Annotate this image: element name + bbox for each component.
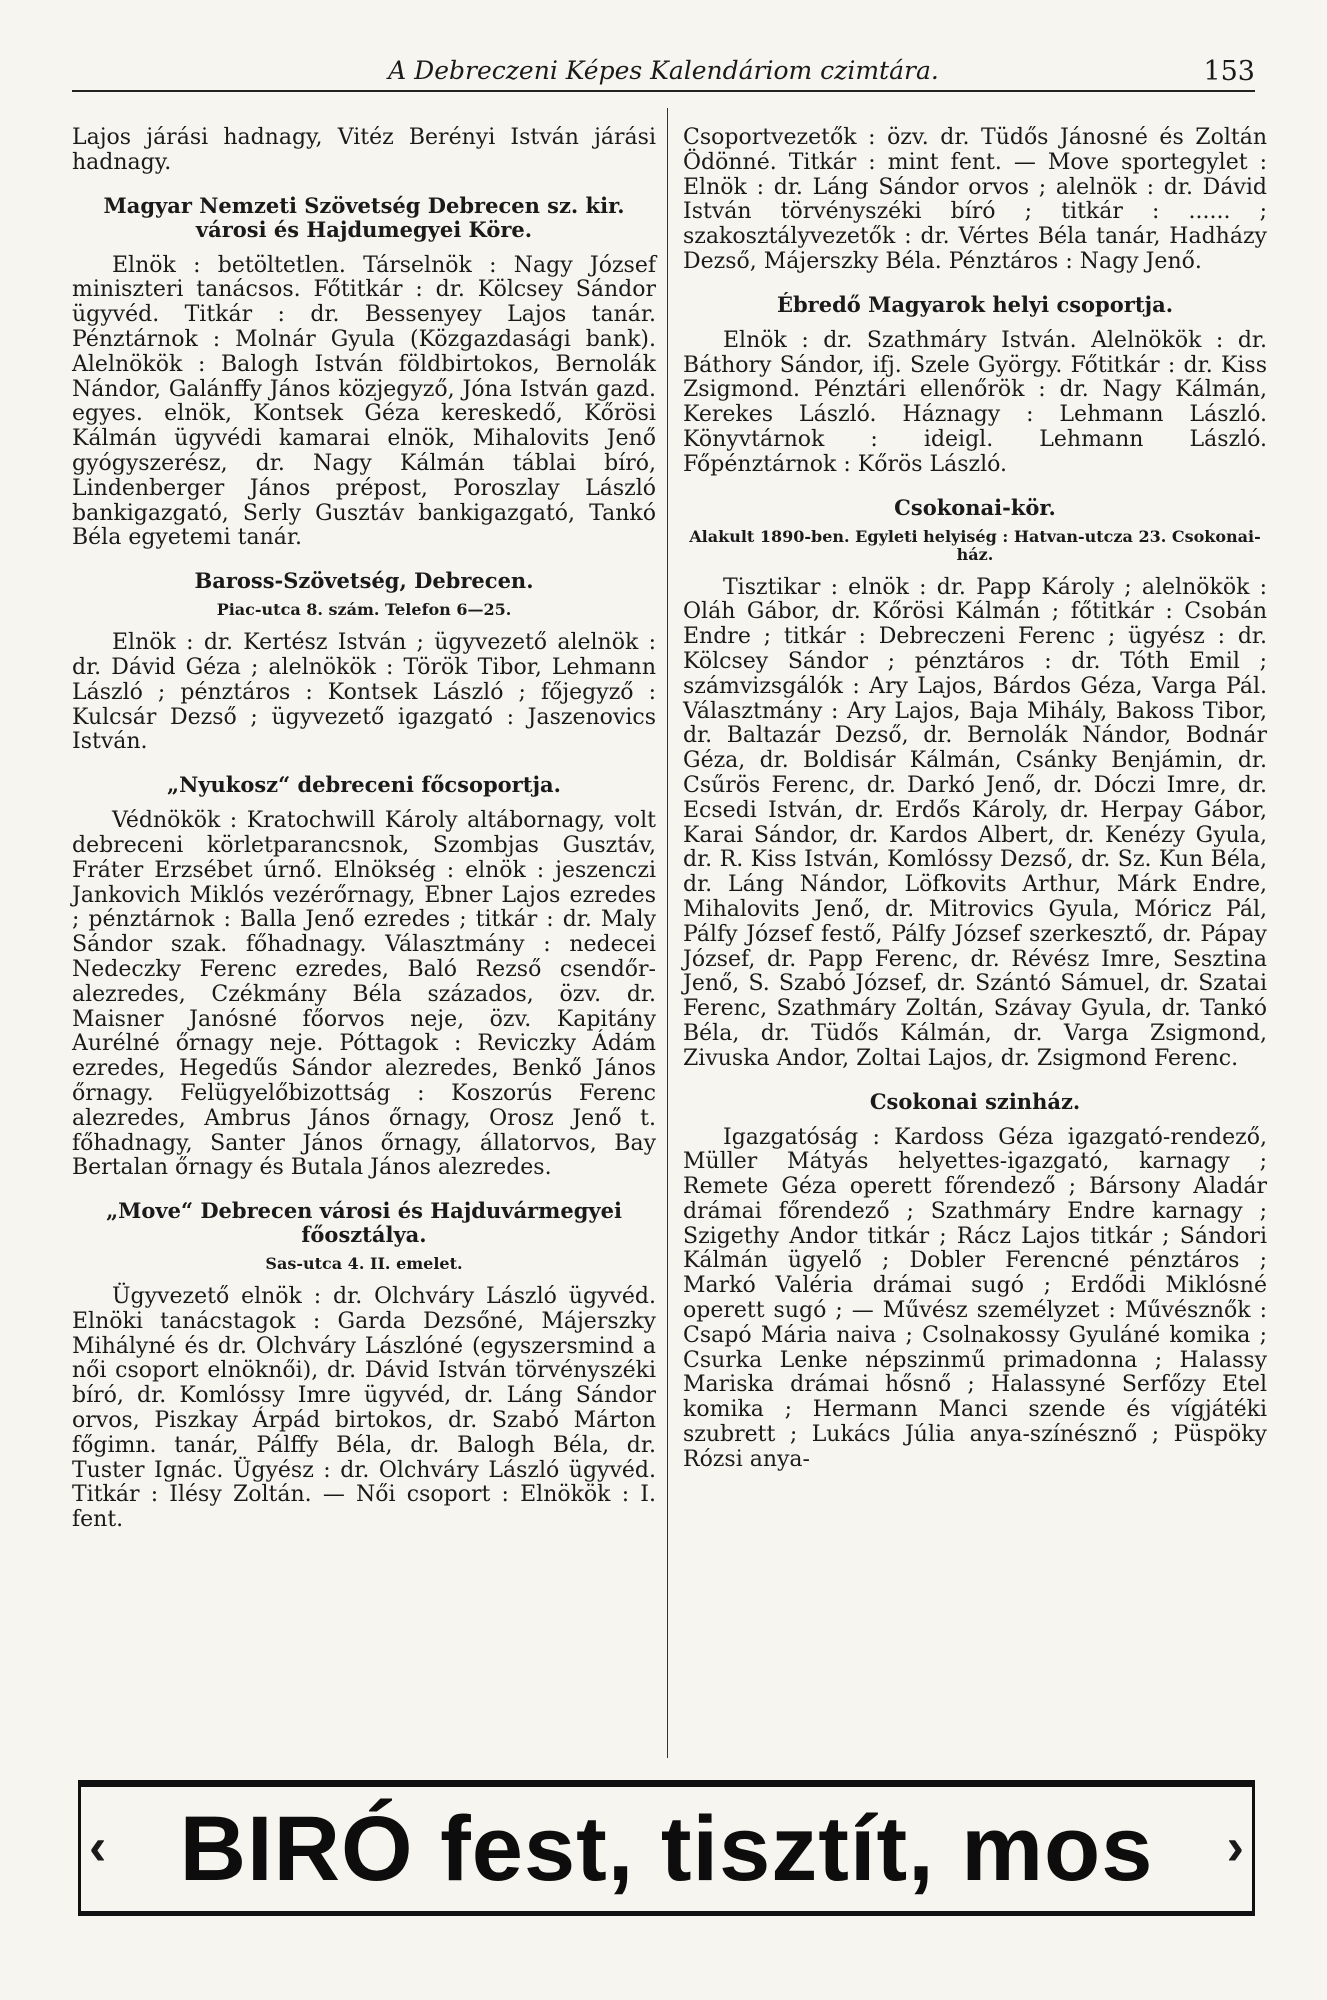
section-heading: Csokonai szinház. bbox=[869, 1088, 1081, 1114]
section-heading: Baross-Szövetség, Debrecen. bbox=[194, 568, 534, 594]
advertisement-text: BIRÓ fest, tisztít, mos bbox=[179, 1797, 1154, 1900]
section-address: Piac-utca 8. szám. Telefon 6—25. bbox=[216, 600, 512, 620]
paragraph: Elnök : dr. Kertész István ; ügyvezető alelnök : dr. Dávid Géza ; alelnökök : Török Tibor, Lehmann László ; pénztáros : Kontsek László ; főjegyző : Kulcsár Dezső ; ügyvezető igazgató : Jaszenovics István. bbox=[72, 630, 656, 755]
advertisement-banner bbox=[78, 1780, 1255, 1916]
paragraph: Védnökök : Kratochwill Károly altábornagy, volt debreceni körletparancsnok, Szombjas Gusztáv, Fráter Erzsébet úrnő. Elnökség : elnök : jeszenczi Jankovich Miklós vezérőrnagy, Ebner Lajos ezredes ; pénztárnok : Balla Jenő ezredes ; titkár : dr. Maly Sándor szak. főhadnagy. Választmány : nedecei Nedeczky Ferenc ezredes, Baló Rezső csendőr-alezredes, Czékmány Béla százados, özv. dr. Maisner Janósné főorvos neje, özv. Kapitány Aurélné őrnagy neje. Póttagok : Reviczky Ádám ezredes, Hegedűs Sándor alezredes, Benkő János őrnagy. Felügyelőbizottság : Koszorús Ferenc alezredes, Ambrus János őrnagy, Orosz Jenő t. főhadnagy, Santer János őrnagy, állatorvos, Bay Bertalan őrnagy és Butala János alezredes. bbox=[72, 808, 656, 1181]
paragraph: Igazgatóság : Kardoss Géza igazgató-rendező, Müller Mátyás helyettes-igazgató, karnagy ; Remete Géza operett főrendező ; Bársony Aladár drámai főrendező ; Szathmáry Endre karnagy ; Szigethy Andor titkár ; Rácz Lajos titkár ; Sándori Kálmán ügyelő ; Dobler Ferencné pénztáros ; Markó Valéria drámai sugó ; Erdődi Miklósné operett sugó ; — Művész személyzet : Művésznők : Csapó Mária naiva ; Csolnakossy Gyuláné komika ; Csurka Lenke népszinmű primadonna ; Halassy Mariska drámai hősnő ; Halassyné Serfőzy Etel komika ; Hermann Manci szende és vígjátéki szubrett ; Lukács Júlia anya-színésznő ; Püspöky Rózsi anya- bbox=[683, 1124, 1267, 1472]
page-number: 153 bbox=[1203, 56, 1255, 87]
paragraph: Lajos járási hadnagy, Vitéz Berényi István járási hadnagy. bbox=[72, 125, 656, 175]
column-divider bbox=[667, 108, 668, 1758]
section-heading: „Move“ Debrecen városi és Hajduvármegyei főosztálya. bbox=[106, 1198, 622, 1248]
section-heading: Csokonai-kör. bbox=[894, 494, 1056, 520]
right-column bbox=[683, 126, 1267, 1473]
running-head bbox=[72, 50, 1255, 92]
paragraph: Elnök : dr. Szathmáry István. Alelnökök : dr. Báthory Sándor, ifj. Szele György. Főtitkár : dr. Kiss Zsigmond. Pénztári ellenőrök : dr. Nagy Kálmán, Kerekes László. Háznagy : Lehmann László. Könyvtárnok : ideigl. Lehmann László. Főpénztárnok : Kőrös László. bbox=[683, 327, 1267, 477]
left-pointer-icon: ‹ bbox=[89, 1818, 107, 1876]
section-address: Sas-utca 4. II. emelet. bbox=[265, 1254, 463, 1274]
paragraph: Ügyvezető elnök : dr. Olchváry László ügyvéd. Elnöki tanácstagok : Garda Dezsőné, Májerszky Mihályné és dr. Olchváry Lászlóné (egyszersmind a női csoport elnöknői), dr. Dávid István törvényszéki bíró, dr. Komlóssy Imre ügyvéd, dr. Láng Sándor orvos, Piszkay Árpád birtokos, dr. Szabó Márton főgimn. tanár, Pálffy Béla, dr. Balogh Béla, dr. Tuster Ignác. Ügyész : dr. Olchváry László ügyvéd. Titkár : Ilésy Zoltán. — Női csoport : Elnökök : I. fent. bbox=[72, 1284, 656, 1533]
section-heading: Ébredő Magyarok helyi csoportja. bbox=[776, 291, 1174, 317]
running-title: A Debreczeni Képes Kalendáriom czimtára. bbox=[388, 56, 939, 85]
right-pointer-icon: › bbox=[1226, 1818, 1244, 1876]
paragraph: Csoportvezetők : özv. dr. Tüdős Jánosné és Zoltán Ödönné. Titkár : mint fent. — Move sportegylet : Elnök : dr. Láng Sándor orvos ; alelnök : dr. Dávid István törvényszéki bíró ; titkár : ...... ; szakosztályvezetők : dr. Vértes Béla tanár, Hadházy Dezső, Májerszky Béla. Pénztáros : Nagy Jenő. bbox=[683, 125, 1267, 274]
paragraph: Tisztikar : elnök : dr. Papp Károly ; alelnökök : Oláh Gábor, dr. Kőrösi Kálmán ; főtitkár : Csobán Endre ; titkár : Debreczeni Ferenc ; ügyész : dr. Kölcsey Sándor ; pénztáros : dr. Tóth Emil ; számvizsgálók : Ary Lajos, Bárdos Géza, Varga Pál. Választmány : Ary Lajos, Baja Mihály, Bakoss Tibor, dr. Baltazár Dezső, dr. Bernolák Nándor, Bodnár Géza, dr. Boldisár Kálmán, Csánky Benjámin, dr. Csűrös Ferenc, dr. Darkó Jenő, dr. Dóczi Imre, dr. Ecsedi István, dr. Erdős Károly, dr. Herpay Gábor, Karai Sándor, dr. Kardos Albert, dr. Kenézy Gyula, dr. R. Kiss István, Komlóssy Dezső, dr. Sz. Kun Béla, dr. Láng Nándor, Löfkovits Arthur, Márk Endre, Mihalovits Jenő, dr. Mitrovics Gyula, Móricz Pál, Pálfy József festő, Pálfy József szerkesztő, dr. Pápay József, dr. Papp Ferenc, dr. Révész Imre, Sesztina Jenő, S. Szabó József, dr. Szántó Sámuel, dr. Szatai Ferenc, Szathmáry Zoltán, Szávay Gyula, dr. Tankó Béla, dr. Tüdős Kálmán, dr. Varga Zsigmond, Zivuska Andor, Zoltai Lajos, dr. Zsigmond Ferenc. bbox=[683, 574, 1267, 1071]
section-heading: „Nyukosz“ debreceni főcsoportja. bbox=[167, 772, 561, 798]
section-address: Alakult 1890-ben. Egyleti helyiség : Hatvan-utcza 23. Csokonai-ház. bbox=[689, 526, 1261, 564]
left-column bbox=[72, 126, 656, 1533]
paragraph: Elnök : betöltetlen. Társelnök : Nagy József miniszteri tanácsos. Főtitkár : dr. Kölcsey Sándor ügyvéd. Titkár : dr. Bessenyey Lajos tanár. Pénztárnok : Molnár Gyula (Közgazdasági bank). Alelnökök : Balogh István földbirtokos, Bernolák Nándor, Galánffy János közjegyző, Jóna István gazd. egyes. elnök, Kontsek Géza kereskedő, Kőrösi Kálmán ügyvédi kamarai elnök, Mihalovits Jenő gyógyszerész, dr. Nagy Kálmán táblai bíró, Lindenberger János prépost, Poroszlay László bankigazgató, Serly Gusztáv bankigazgató, Tankó Béla egyetemi tanár. bbox=[72, 252, 656, 551]
section-heading: Magyar Nemzeti Szövetség Debrecen sz. kir. városi és Hajdumegyei Köre. bbox=[103, 192, 625, 242]
